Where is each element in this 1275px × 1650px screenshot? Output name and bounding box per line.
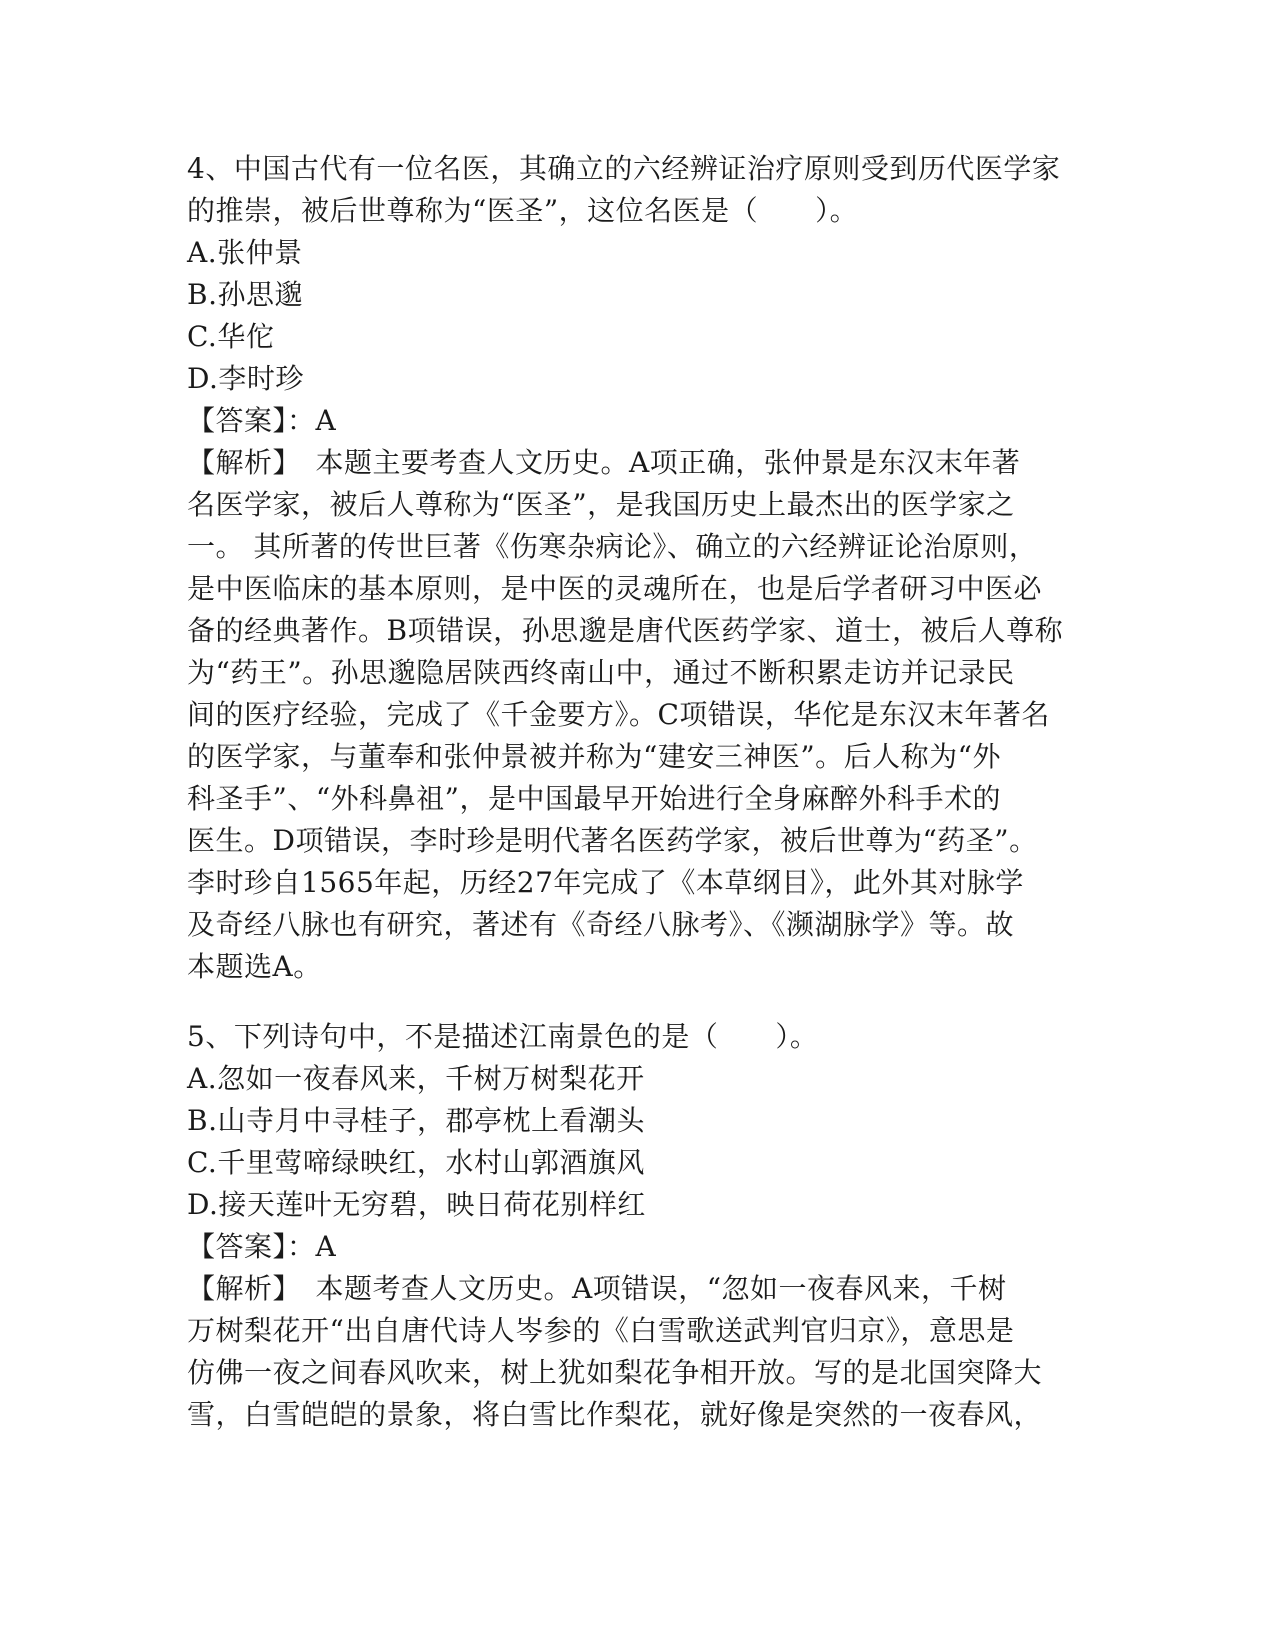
analysis-line: 名医学家，被后人尊称为“医圣”，是我国历史上最杰出的医学家之 xyxy=(187,488,1015,521)
analysis-line: 的医学家，与董奉和张仲景被并称为“建安三神医”。后人称为“外 xyxy=(187,740,1001,773)
analysis-line: 及奇经八脉也有研究，著述有《奇经八脉考》、《濒湖脉学》等。故 xyxy=(187,908,1015,941)
question-stem-line: 4、中国古代有一位名医，其确立的六经辨证治疗原则受到历代医学家 xyxy=(187,152,1061,185)
analysis-line: 万树梨花开“出自唐代诗人岑参的《白雪歌送武判官归京》，意思是 xyxy=(187,1314,1015,1347)
option-d: D.李时珍 xyxy=(187,362,304,395)
question-stem-line: 5、下列诗句中，不是描述江南景色的是（ ）。 xyxy=(187,1020,819,1053)
document-content xyxy=(187,148,1087,1436)
option-a: A.忽如一夜春风来，千树万树梨花开 xyxy=(187,1062,645,1095)
answer-line: 【答案】：A xyxy=(187,1230,337,1263)
analysis-line: 间的医疗经验，完成了《千金要方》。C项错误，华佗是东汉末年著名 xyxy=(187,698,1050,731)
question-block-4 xyxy=(187,148,1087,988)
analysis-line: 【解析】 本题考查人文历史。A项错误，“忽如一夜春风来，千树 xyxy=(187,1272,1007,1305)
option-c: C.华佗 xyxy=(187,320,275,353)
analysis-line: 李时珍自1565年起，历经27年完成了《本草纲目》，此外其对脉学 xyxy=(187,866,1024,899)
analysis-line: 本题选A。 xyxy=(187,950,322,983)
answer-line: 【答案】：A xyxy=(187,404,337,437)
option-b: B.孙思邈 xyxy=(187,278,303,311)
analysis-line: 科圣手”、“外科鼻祖”，是中国最早开始进行全身麻醉外科手术的 xyxy=(187,782,1001,815)
option-c: C.千里莺啼绿映红，水村山郭酒旗风 xyxy=(187,1146,645,1179)
analysis-line: 一。 其所著的传世巨著《伤寒杂病论》、确立的六经辨证论治原则， xyxy=(187,530,1038,563)
analysis-line: 【解析】 本题主要考查人文历史。A项正确，张仲景是东汉末年著 xyxy=(187,446,1021,479)
analysis-line: 雪，白雪皑皑的景象，将白雪比作梨花，就好像是突然的一夜春风， xyxy=(187,1398,1043,1431)
analysis-line: 医生。D项错误，李时珍是明代著名医药学家，被后世尊为“药圣”。 xyxy=(187,824,1038,857)
option-d: D.接天莲叶无穷碧，映日荷花别样红 xyxy=(187,1188,646,1221)
analysis-line: 备的经典著作。B项错误，孙思邈是唐代医药学家、道士，被后人尊称 xyxy=(187,614,1064,647)
option-b: B.山寺月中寻桂子，郡亭枕上看潮头 xyxy=(187,1104,645,1137)
question-stem-line: 的推崇，被后世尊称为“医圣”，这位名医是（ ）。 xyxy=(187,194,859,227)
analysis-line: 为“药王”。孙思邈隐居陕西终南山中，通过不断积累走访并记录民 xyxy=(187,656,1015,689)
question-block-5 xyxy=(187,1016,1087,1436)
analysis-line: 仿佛一夜之间春风吹来，树上犹如梨花争相开放。写的是北国突降大 xyxy=(187,1356,1043,1389)
analysis-line: 是中医临床的基本原则，是中医的灵魂所在，也是后学者研习中医必 xyxy=(187,572,1043,605)
option-a: A.张仲景 xyxy=(187,236,303,269)
question-spacer xyxy=(187,988,1087,1016)
